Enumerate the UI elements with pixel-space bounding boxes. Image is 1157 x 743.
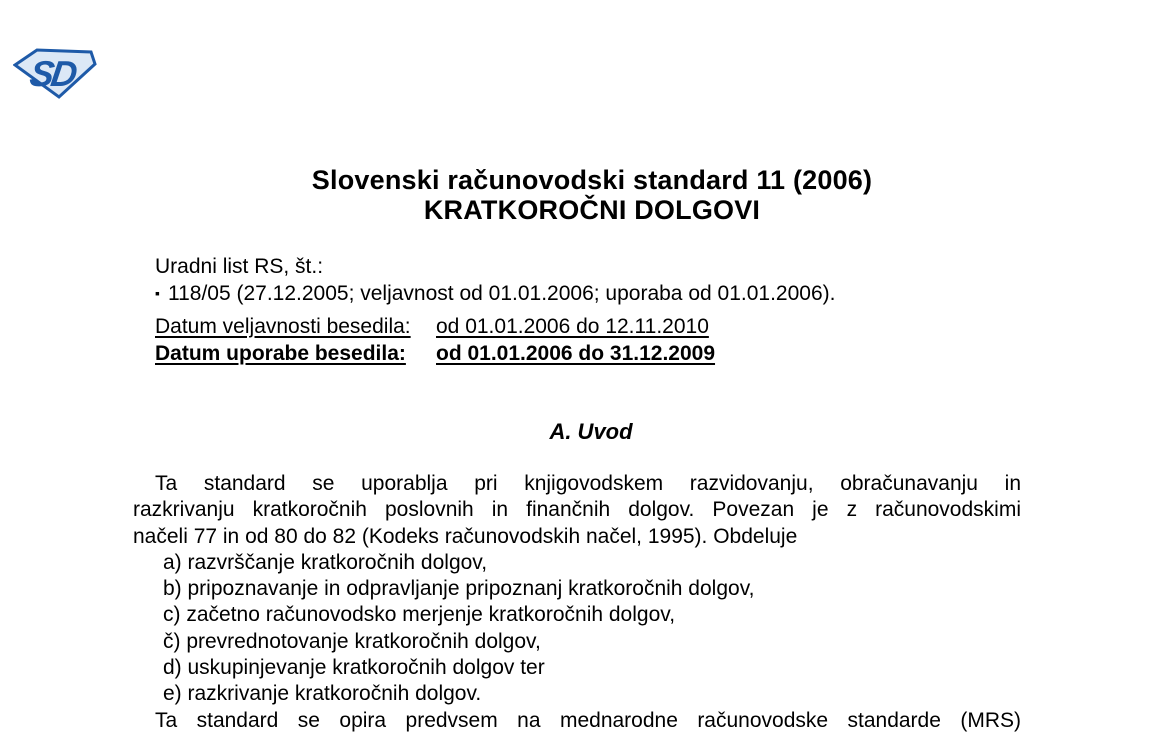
- sd-logo-icon: [13, 47, 97, 99]
- list-item: e) razkrivanje kratkoročnih dolgov.: [163, 682, 482, 706]
- list-item: b) pripoznavanje in odpravljanje pripoznanj kratkoročnih dolgov,: [163, 577, 755, 601]
- list-item: d) uskupinjevanje kratkoročnih dolgov ter: [163, 656, 545, 680]
- paragraph-line: Ta standard se opira predvsem na mednarodne računovodske standarde (MRS): [155, 708, 1021, 732]
- usage-value: od 01.01.2006 do 31.12.2009: [436, 342, 716, 365]
- document-title: [133, 165, 1021, 225]
- list-item: č) prevrednotovanje kratkoročnih dolgov,: [163, 629, 541, 653]
- intro-paragraph: [133, 471, 1021, 550]
- logo-letters: SD: [27, 53, 78, 94]
- section-heading: A. Uvod: [549, 419, 633, 444]
- official-gazette-section: [133, 253, 1021, 307]
- usage-label: Datum uporabe besedila:: [155, 342, 406, 365]
- usage-row: [155, 340, 1021, 367]
- paragraph-line: razkrivanju kratkoročnih poslovnih in finančnih dolgov. Povezan je z računovodskimi: [133, 498, 1021, 522]
- gazette-heading: Uradni list RS, št.:: [155, 255, 324, 278]
- list-item: c) začetno računovodsko merjenje kratkoročnih dolgov,: [163, 603, 676, 627]
- title-line-1: Slovenski računovodski standard 11 (2006): [311, 165, 873, 195]
- title-line-2: KRATKOROČNI DOLGOVI: [423, 195, 761, 225]
- validity-dates-section: [133, 313, 1021, 367]
- validity-label: Datum veljavnosti besedila:: [155, 315, 411, 338]
- paragraph-line: Ta standard se uporablja pri knjigovodskem razvidovanju, obračunavanju in: [155, 472, 1021, 495]
- document-content: [133, 0, 1021, 734]
- list-item: a) razvrščanje kratkoročnih dolgov,: [163, 550, 488, 574]
- paragraph-line: načeli 77 in od 80 do 82 (Kodeks računovodskih načel, 1995). Obdeluje: [133, 524, 798, 548]
- gazette-entry: [155, 280, 1021, 307]
- validity-row: [155, 313, 1021, 340]
- square-bullet-icon: ▪: [155, 285, 160, 301]
- closing-paragraph: [133, 708, 1021, 734]
- intro-list: [133, 550, 1021, 708]
- gazette-entry-text: 118/05 (27.12.2005; veljavnost od 01.01.2006; uporaba od 01.01.2006).: [167, 282, 836, 305]
- validity-value: od 01.01.2006 do 12.11.2010: [436, 315, 709, 338]
